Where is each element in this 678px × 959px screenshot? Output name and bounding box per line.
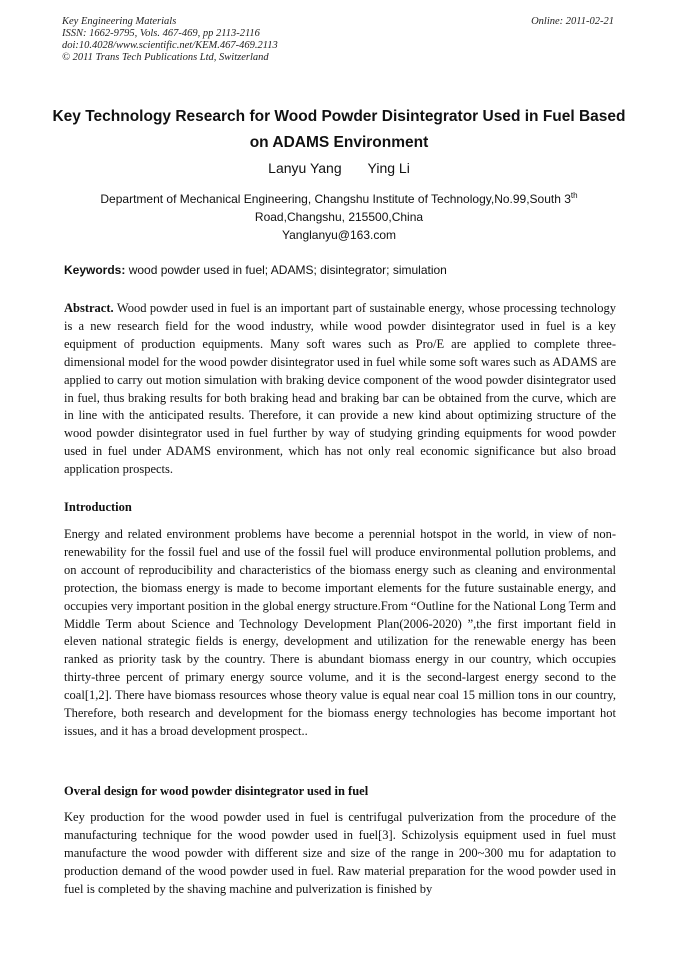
paper-title: Key Technology Research for Wood Powder Disintegrator Used in Fuel Based on ADAMS Environment [52,108,626,151]
affiliation-line: Road,Changshu, 215500,China [254,210,424,224]
overall-design-paragraph: Key production for the wood powder used in fuel is centrifugal pulverization from the procedure of the manufacturing technique for the wood powder used in fuel[3]. Schizolysis equipment used in fuel must manufacture the wood powder with different size and size of the range in 200~300 mu for adaptation to production demand of the wood powder used in fuel. Raw material preparation for the wood powder used in fuel is completed by the shaving machine and pulverization is finished by [64,810,616,896]
keywords-label: Keywords: [64,263,126,277]
author-name: Lanyu Yang [268,160,342,176]
affiliation-line: Department of Mechanical Engineering, Changshu Institute of Technology,No.99,South 3th [100,191,578,206]
introduction-paragraph: Energy and related environment problems have become a perennial hotspot in the world, in view of non-renewability for the fossil fuel and use of the fossil fuel will produce environmental pollution problems, and on account of reproducibility and characteristics of the biomass energy such as cleaning and environmental protection, the biomass energy is made to become important elements for the future sustainable energy, and occupies very important position in the global energy structure.From “Outline for the National Long Term and Middle Term about Science and Technology Development Plan(2006-2020) ”,the first important field in eleven national strategic fields is energy, development and utilization for the renewable energy has been ranked as priority task by the country. There is abundant biomass energy in our country, which occupies thirty-three percent of primary energy source volume, and it is the second-largest energy second to the coal[1,2]. There have biomass resources whose theory value is equal near coal 15 million tons in our country, Therefore, both research and development for the biomass energy technologies has become important hot issues, and it has a broad development prospect.. [64,527,617,738]
section-heading-overall-design: Overal design for wood powder disintegrator used in fuel [64,784,369,798]
running-header [62,16,614,64]
online-date: Online: 2011-02-21 [531,16,614,27]
journal-name: Key Engineering Materials [62,16,177,27]
affiliation [50,190,628,244]
doi-line: doi:10.4028/www.scientific.net/KEM.467-469.2113 [62,40,278,51]
abstract-label: Abstract. [64,301,114,315]
keywords-text: wood powder used in fuel; ADAMS; disintegrator; simulation [125,263,447,277]
author-list [0,160,678,176]
author-email: Yanglanyu@163.com [281,228,397,242]
section-heading-introduction: Introduction [64,500,132,514]
keywords [64,263,616,277]
copyright-line: © 2011 Trans Tech Publications Ltd, Switzerland [62,52,269,63]
author-name: Ying Li [367,160,410,176]
abstract [64,300,616,479]
abstract-text: Wood powder used in fuel is an important part of sustainable energy, whose processing technology is a new research field for the wood industry, while wood powder disintegrator used in fuel is a key equipment of production equipments. Many soft wares such as Pro/E are applied to complete three-dimensional model for the wood powder disintegrator used in fuel while some soft wares such as ADAMS are applied to carry out motion simulation with braking device component of the wood powder disintegrator used in fuel, thus braking results for both braking head and braking bar can be obtained from the curve, which are in line with the anticipated results. Therefore, it can provide a new kind about optimizing structure of the wood powder disintegrator used in fuel further by way of studying grinding equipments for wood powder used in fuel under ADAMS environment, which has not only real economic significance but also broad application prospects. [64,301,616,477]
issn-line: ISSN: 1662-9795, Vols. 467-469, pp 2113-2116 [62,28,260,39]
